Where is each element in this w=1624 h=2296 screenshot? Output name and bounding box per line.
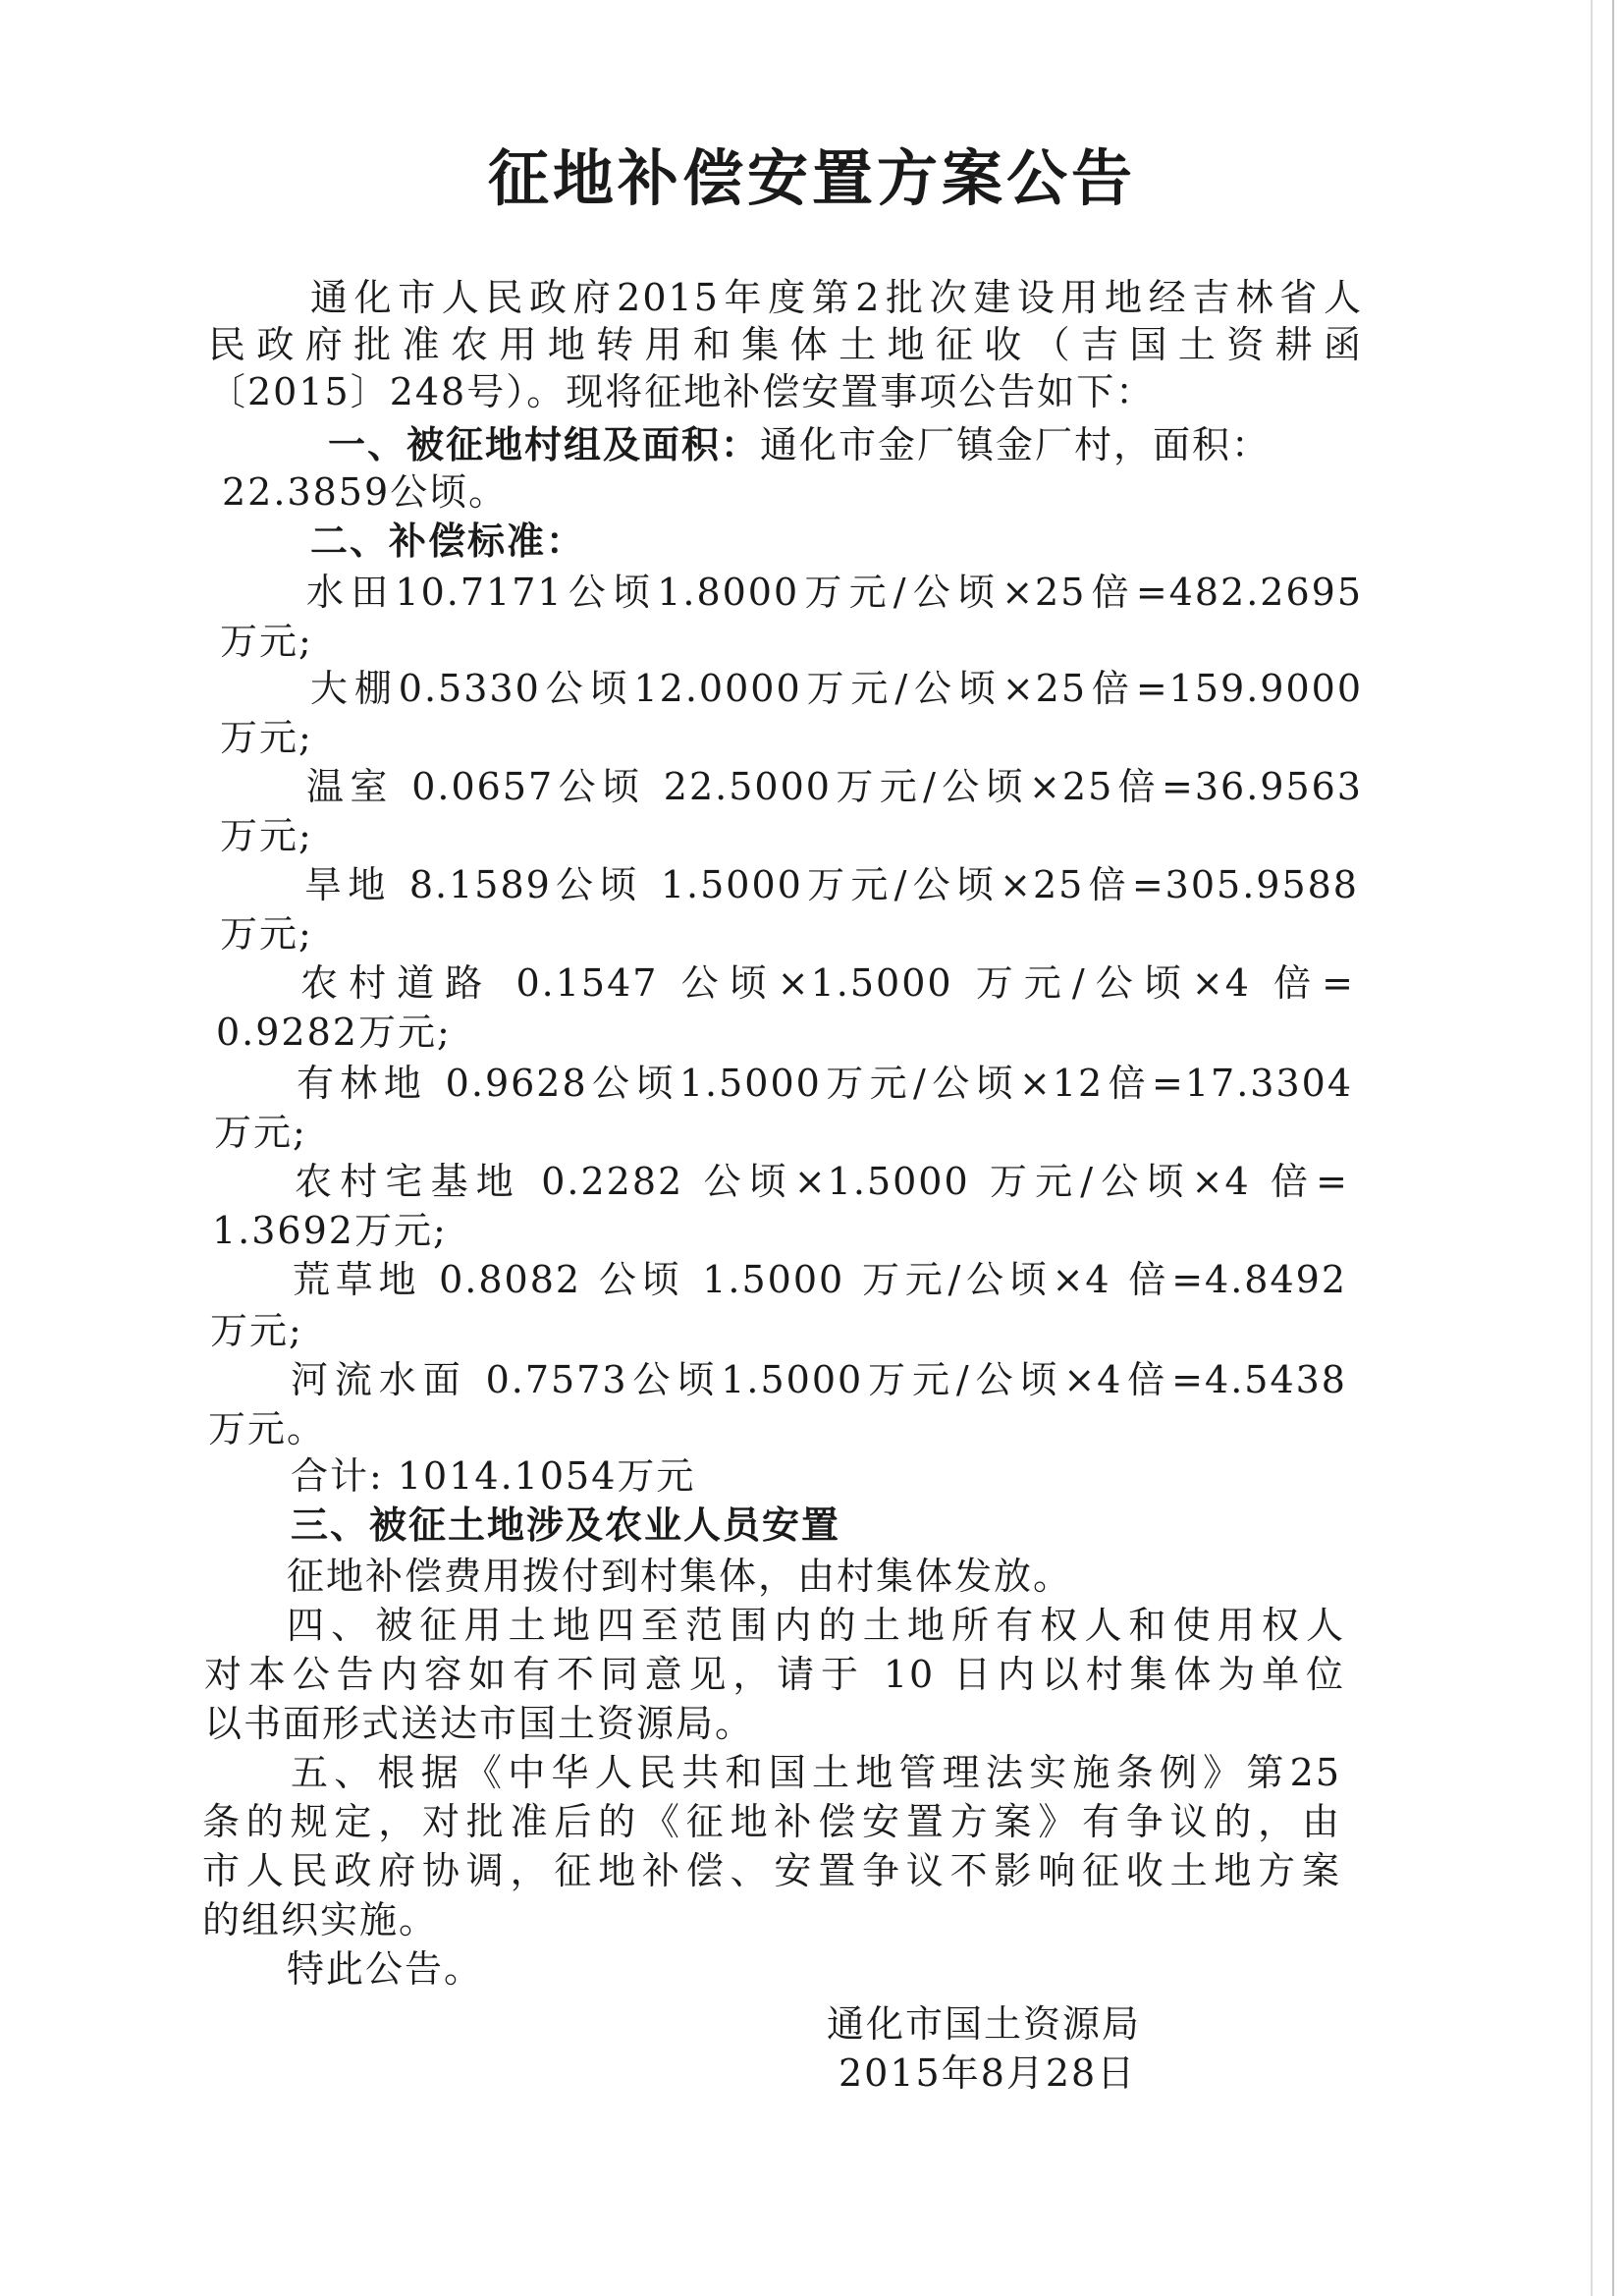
section-1-text: 通化市金厂镇金厂村，面积：: [760, 423, 1272, 466]
compensation-item-unit: 1.3692万元;: [212, 1209, 448, 1252]
intro-line-2: 民政府批准农用地转用和集体土地征收（吉国土资耕函: [208, 323, 1363, 366]
closing-statement: 特此公告。: [287, 1947, 484, 1991]
compensation-item-line: 旱地 8.1589公顷 1.5000万元/公顷×25倍=305.9588: [304, 863, 1359, 906]
compensation-item-unit: 万元;: [220, 912, 313, 956]
section-4-line-3: 以书面形式送达市国土资源局。: [204, 1702, 755, 1745]
section-1-continuation: 22.3859公顷。: [222, 470, 509, 514]
compensation-item-unit: 万元;: [214, 1111, 307, 1154]
section-1-line: [328, 420, 1271, 469]
section-5-line-4: 的组织实施。: [202, 1898, 439, 1941]
scan-edge-line: [1612, 0, 1614, 2296]
compensation-item-unit: 万元;: [220, 716, 313, 759]
section-3-text: 征地补偿费用拨付到村集体，由村集体发放。: [287, 1555, 1073, 1598]
section-2-heading: 二、补偿标准：: [310, 519, 586, 563]
intro-line-3: 〔2015〕248号）。现将征地补偿安置事项公告如下：: [208, 370, 1156, 413]
compensation-item-line: 大棚0.5330公顷12.0000万元/公顷×25倍=159.9000: [310, 667, 1363, 710]
compensation-item-line: 河流水面 0.7573公顷1.5000万元/公顷×4倍=4.5438: [291, 1358, 1347, 1401]
issue-date: 2015年8月28日: [839, 2051, 1137, 2095]
compensation-item-unit: 万元;: [210, 1309, 303, 1352]
compensation-item-line: 水田10.7171公顷1.8000万元/公顷×25倍=482.2695: [306, 571, 1363, 614]
intro-line-1: 通化市人民政府2015年度第2批次建设用地经吉林省人: [310, 276, 1363, 319]
section-5-line-3: 市人民政府协调，征地补偿、安置争议不影响征收土地方案: [202, 1849, 1341, 1892]
compensation-item-line: 荒草地 0.8082 公顷 1.5000 万元/公顷×4 倍=4.8492: [293, 1258, 1347, 1301]
compensation-item-line: 农村宅基地 0.2282 公顷×1.5000 万元/公顷×4 倍=: [295, 1160, 1349, 1203]
compensation-item-unit: 万元;: [220, 814, 313, 857]
document-title: 征地补偿安置方案公告: [487, 142, 1136, 214]
compensation-item-unit: 万元;: [220, 620, 313, 663]
compensation-item-line: 农村道路 0.1547 公顷×1.5000 万元/公顷×4 倍=: [300, 961, 1355, 1005]
compensation-item-unit: 万元。: [208, 1407, 327, 1450]
compensation-item-line: 有林地 0.9628公顷1.5000万元/公顷×12倍=17.3304: [297, 1062, 1353, 1105]
compensation-total: 合计: 1014.1054万元: [291, 1454, 696, 1498]
scan-edge-line: [1591, 0, 1593, 2296]
section-5-line-1: 五、根据《中华人民共和国土地管理法实施条例》第25: [291, 1751, 1341, 1794]
section-3-heading: 三、被征土地涉及农业人员安置: [291, 1503, 841, 1547]
section-4-line-1: 四、被征用土地四至范围内的土地所有权人和使用权人: [287, 1604, 1345, 1647]
section-5-line-2: 条的规定，对批准后的《征地补偿安置方案》有争议的，由: [202, 1800, 1341, 1843]
compensation-item-line: 温室 0.0657公顷 22.5000万元/公顷×25倍=36.9563: [306, 765, 1363, 808]
section-1-heading: 一、被征地村组及面积：: [328, 423, 761, 466]
section-4-line-2: 对本公告内容如有不同意见，请于 10 日内以村集体为单位: [204, 1653, 1345, 1696]
compensation-item-unit: 0.9282万元;: [216, 1011, 452, 1054]
issuer-name: 通化市国土资源局: [827, 2002, 1142, 2046]
